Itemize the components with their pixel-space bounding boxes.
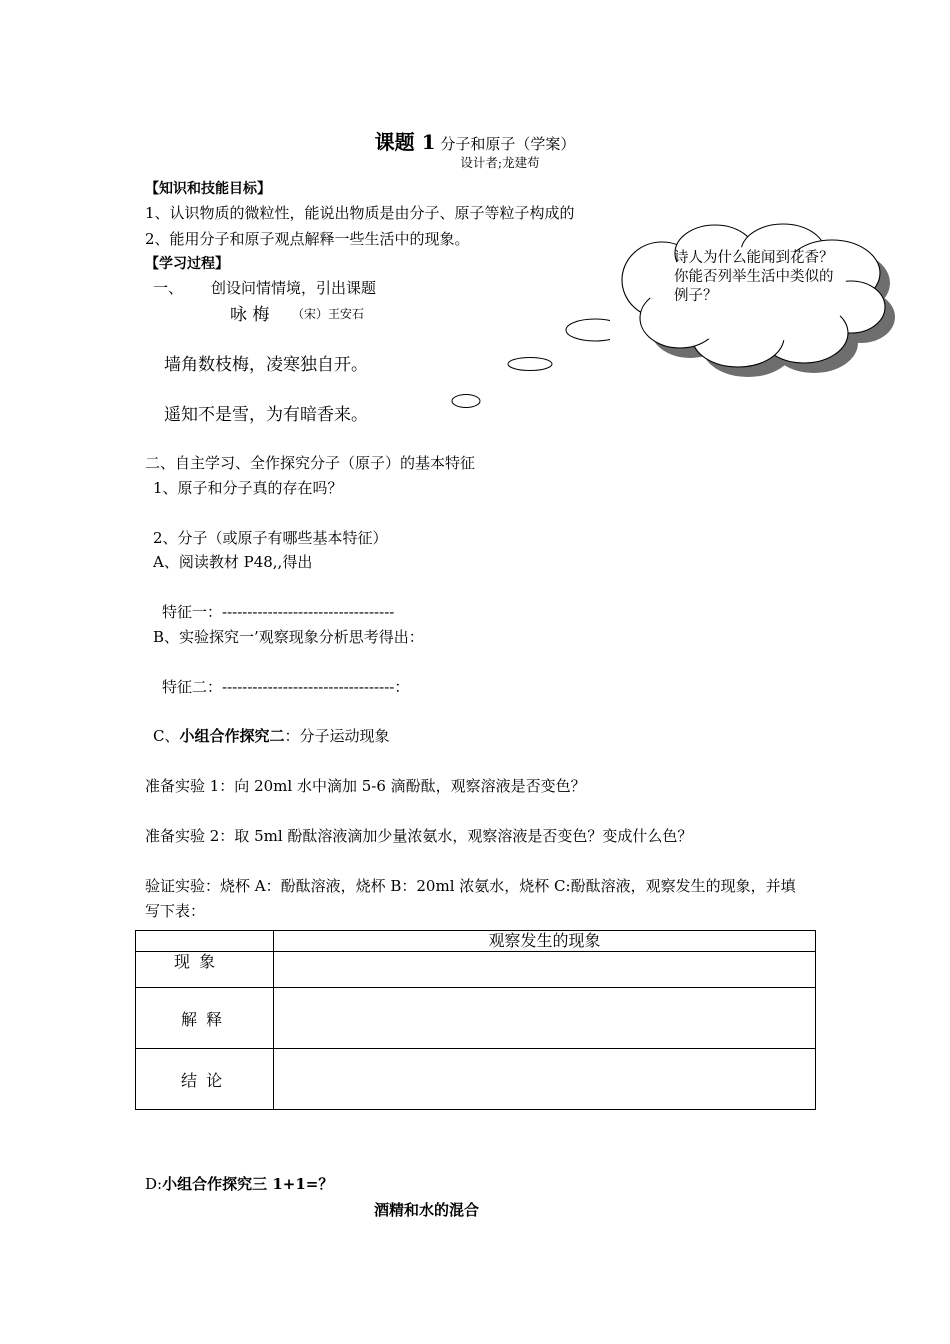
table-row-label-explanation: 解 释 (136, 988, 274, 1049)
poem-title: 咏 梅 (230, 305, 270, 325)
prep-experiment-2: 准备实验 2：取 5ml 酚酞溶液滴加少量浓氨水，观察溶液是否变色？变成什么色？ (145, 827, 693, 845)
goal-item-1: 1、认识物质的微粒性，能说出物质是由分子、原子等粒子构成的 (145, 204, 575, 222)
table-row (136, 988, 816, 1049)
section-process-heading: 【学习过程】 (145, 256, 229, 272)
observation-table (135, 930, 816, 1110)
table-cell-phenomenon[interactable] (274, 952, 816, 988)
table-header-observation: 观察发生的现象 (274, 931, 816, 952)
step1-text: 创设问情情境，引出课题 (211, 279, 377, 297)
feature-2-blank: 特征二：----------------------------------： (162, 678, 410, 696)
bubble-medium (508, 358, 552, 371)
question-b: B、实验探究一’观察现象分析思考得出： (153, 628, 424, 646)
table-row (136, 1049, 816, 1110)
question-c (153, 725, 390, 746)
table-row (136, 952, 816, 988)
designer-line: 设计者;龙建苟 (460, 155, 540, 170)
table-row-label-conclusion: 结 论 (136, 1049, 274, 1110)
cloud-question: 诗人为什么能闻到花香？你能否列举生活中类似的例子？ (674, 250, 834, 304)
thought-bubbles (440, 310, 610, 415)
table-header-row (136, 931, 816, 952)
page-title (0, 126, 950, 155)
step2-heading: 二、自主学习、全作探究分子（原子）的基本特征 (145, 454, 476, 472)
title-lesson: 课题 1 (374, 130, 436, 154)
question-a: A、阅读教材 P48,,得出 (153, 553, 313, 571)
question-1: 1、原子和分子真的存在吗？ (153, 479, 343, 497)
poem-line-1: 墙角数枝梅，凌寒独自开。 (164, 355, 368, 375)
question-c-rest: ：分子运动现象 (284, 727, 390, 745)
verify-experiment-line-2: 写下表： (145, 902, 206, 920)
question-2: 2、分子（或原子有哪些基本特征） (153, 529, 388, 547)
table-row-label-phenomenon: 现 象 (136, 952, 274, 988)
feature-1-blank: 特征一：---------------------------------- (162, 603, 395, 621)
question-c-prefix: C、 (153, 727, 180, 745)
question-d-prefix: D: (145, 1175, 163, 1193)
section-goals-heading: 【知识和技能目标】 (145, 181, 271, 197)
prep-experiment-1: 准备实验 1：向 20ml 水中滴加 5-6 滴酚酞，观察溶液是否变色？ (145, 777, 586, 795)
verify-experiment-line-1: 验证实验：烧杯 A：酚酞溶液，烧杯 B：20ml 浓氨水，烧杯 C:酚酞溶液，观察发生的现象，并填 (145, 877, 796, 895)
step1-number: 一、 (153, 279, 184, 297)
title-subject: 分子和原子（学案） (435, 135, 576, 153)
bubble-large (566, 319, 610, 341)
question-d-bold: 小组合作探究三 1+1=？ (162, 1175, 334, 1193)
table-cell-conclusion[interactable] (274, 1049, 816, 1110)
goal-item-2: 2、能用分子和原子观点解释一些生活中的现象。 (145, 230, 470, 248)
poem-line-2: 遥知不是雪，为有暗香来。 (164, 405, 368, 425)
poem-author: （宋）王安石 (292, 307, 365, 321)
question-d (145, 1173, 333, 1194)
bubble-small (452, 395, 480, 408)
question-c-bold: 小组合作探究二 (179, 727, 285, 745)
table-cell-explanation[interactable] (274, 988, 816, 1049)
mix-experiment-title: 酒精和水的混合 (374, 1201, 480, 1219)
table-corner-cell (136, 931, 274, 952)
